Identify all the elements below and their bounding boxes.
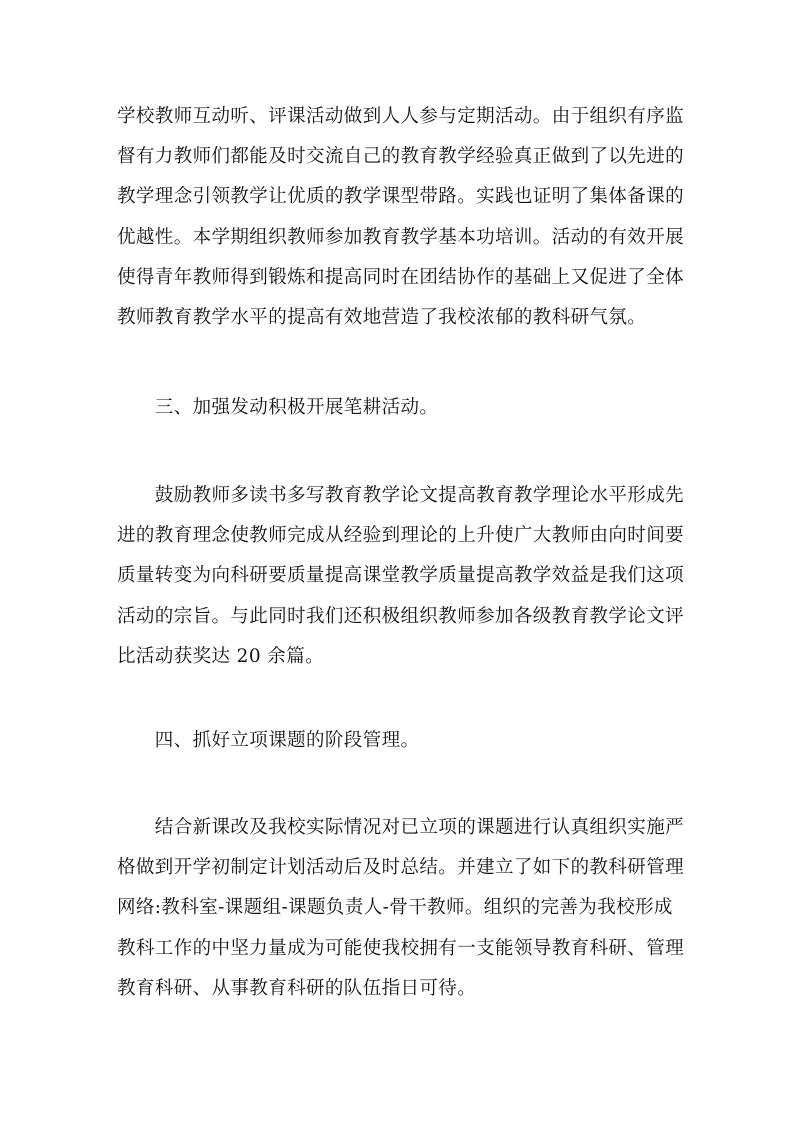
paragraph-2	[117, 476, 697, 677]
paragraph-line: 教育科研、从事教育科研的队伍指日可待。	[117, 977, 477, 999]
paragraph-line: 格做到开学初制定计划活动后及时总结。并建立了如下的教科研管理	[117, 857, 685, 879]
paragraph-line: 鼓励教师多读书多写教育教学论文提高教育教学理论水平形成先	[117, 485, 685, 506]
section-heading-text: 四、抓好立项课题的阶段管理。	[117, 730, 420, 751]
paragraph-line: 督有力教师们都能及时交流自己的教育教学经验真正做到了以先进的	[117, 146, 685, 168]
paragraph-1	[117, 97, 697, 338]
paragraph-line: 质量转变为向科研要质量提高课堂教学质量提高教学效益是我们这项	[117, 565, 685, 587]
section-heading-4	[117, 721, 697, 761]
paragraph-3	[117, 808, 697, 1009]
paragraph-line: 网络:教科室-课题组-课题负责人-骨干教师。组织的完善为我校形成	[117, 897, 673, 919]
paragraph-line: 优越性。本学期组织教师参加教育教学基本功培训。活动的有效开展	[117, 226, 685, 248]
paragraph-line: 使得青年教师得到锻炼和提高同时在团结协作的基础上又促进了全体	[117, 266, 685, 288]
section-heading-3	[117, 388, 697, 428]
paragraph-line: 学校教师互动听、评课活动做到人人参与定期活动。由于组织有序监	[117, 106, 685, 127]
paragraph-line: 比活动获奖达 20 余篇。	[117, 645, 325, 667]
section-heading-text: 三、加强发动积极开展笔耕活动。	[117, 397, 439, 418]
paragraph-line: 教科工作的中坚力量成为可能使我校拥有一支能领导教育科研、管理	[117, 937, 685, 959]
paragraph-line: 教师教育教学水平的提高有效地营造了我校浓郁的教科研气氛。	[117, 306, 647, 328]
paragraph-line: 进的教育理念使教师完成从经验到理论的上升使广大教师由向时间要	[117, 525, 685, 547]
paragraph-line: 教学理念引领教学让优质的教学课型带路。实践也证明了集体备课的	[117, 186, 685, 208]
paragraph-line: 结合新课改及我校实际情况对已立项的课题进行认真组织实施严	[117, 817, 685, 838]
paragraph-line: 活动的宗旨。与此同时我们还积极组织教师参加各级教育教学论文评	[117, 605, 685, 627]
